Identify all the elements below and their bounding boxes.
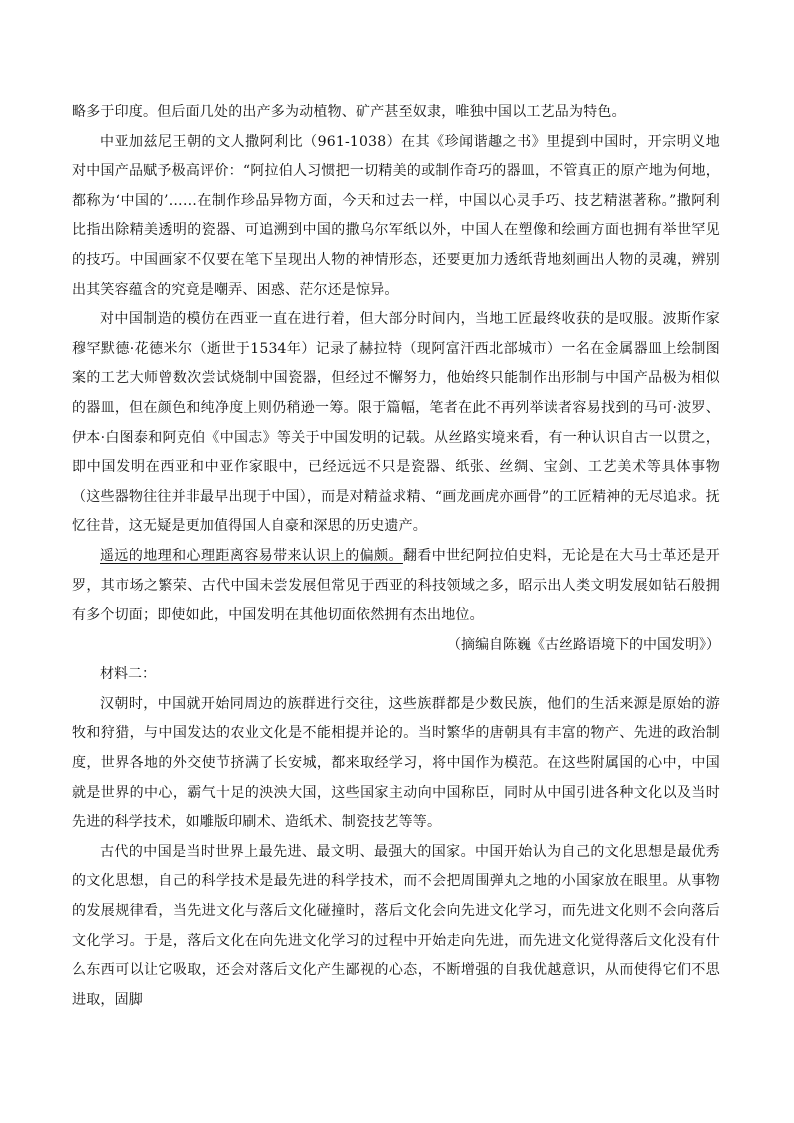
paragraph-imitation: 对中国制造的模仿在西亚一直在进行着，但大部分时间内，当地工匠最终收获的是叹服。波斯作家穆罕默德·花德米尔（逝世于1534年）记录了赫拉特（现阿富汗西北部城市）一名在金属器皿上绘制图案的工艺大师曾数次尝试烧制中国瓷器，但经过不懈努力，他始终只能制作出形制与中国产品极为相似的器皿，但在颜色和纯净度上则仍稍逊一筹。限于篇幅，笔者在此不再列举读者容易找到的马可·波罗、伊本·白图泰和阿克伯《中国志》等关于中国发明的记载。从丝路实境来看，有一种认识自古一以贯之，即中国发明在西亚和中亚作家眼中，已经远远不只是瓷器、纸张、丝绸、宝剑、工艺美术等具体事物（这些器物往往并非最早出现于中国），而是对精益求精、“画龙画虎亦画骨”的工匠精神的无尽追求。抚忆往昔，这无疑是更加值得国人自豪和深思的历史遗产。: [72, 311, 720, 535]
paragraph-distance-rest: 翻看中世纪阿拉伯史料，无论是在大马士革还是开罗，其市场之繁荣、古代中国未尝发展但常见于西亚的科技领域之多，昭示出人类文明发展如钻石般拥有多个切面；即使如此，中国发明在其他切面依然拥有杰出地位。: [72, 547, 721, 624]
paragraph-distance: [72, 542, 720, 631]
material-two-label: 材料二：: [100, 666, 156, 683]
underlined-sentence: 遥远的地理和心理距离容易带来认识上的偏颇。: [100, 547, 403, 564]
paragraph-tha-alibi: 中亚加兹尼王朝的文人撒阿利比（961-1038）在其《珍闻谐趣之书》里提到中国时，开宗明义地对中国产品赋予极高评价：“阿拉伯人习惯把一切精美的或制作奇巧的器皿，不管真正的原产地为何地，都称为‘中国的’……在制作珍品异物方面，今天和过去一样，中国以心灵手巧、技艺精湛著称。”撒阿利比指出除精美透明的瓷器、可追溯到中国的撒乌尔军纸以外，中国人在塑像和绘画方面也拥有举世罕见的技巧。中国画家不仅要在笔下呈现出人物的神情形态，还要更加力透纸背地刻画出人物的灵魂，辨别出其笑容蕴含的究竟是嘲弄、困惑、茫尔还是惊异。: [72, 133, 720, 298]
paragraph-ancient-china: 古代的中国是当时世界上最先进、最文明、最强大的国家。中国开始认为自己的文化思想是最优秀的文化思想，自己的科学技术是最先进的科学技术，而不会把周围弹丸之地的小国家放在眼里。从事物的发展规律看，当先进文化与落后文化碰撞时，落后文化会向先进文化学习，而先进文化则不会向落后文化学习。于是，落后文化在向先进文化学习的过程中开始走向先进，而先进文化觉得落后文化没有什么东西可以让它吸取，还会对落后文化产生鄙视的心态，不断增强的自我优越意识，从而使得它们不思进取，固脚: [72, 843, 720, 1008]
source-citation: （摘编自陈巍《古丝路语境下的中国发明》）: [447, 636, 720, 653]
document-body: [72, 98, 720, 1015]
paragraph-continuation: 略多于印度。但后面几处的出产多为动植物、矿产甚至奴隶，唯独中国以工艺品为特色。: [72, 104, 626, 120]
paragraph-han-dynasty: 汉朝时，中国就开始同周边的族群进行交往，这些族群都是少数民族，他们的生活来源是原始的游牧和狩猎，与中国发达的农业文化是不能相提并论的。当时繁华的唐朝具有丰富的物产、先进的政治制度，世界各地的外交使节挤满了长安城，都来取经学习，将中国作为模范。在这些附属国的心中，中国就是世界的中心，霸气十足的泱泱大国，这些国家主动向中国称臣，同时从中国引进各种文化以及当时先进的科学技术，如雕版印刷术、造纸术、制瓷技艺等等。: [72, 695, 720, 831]
